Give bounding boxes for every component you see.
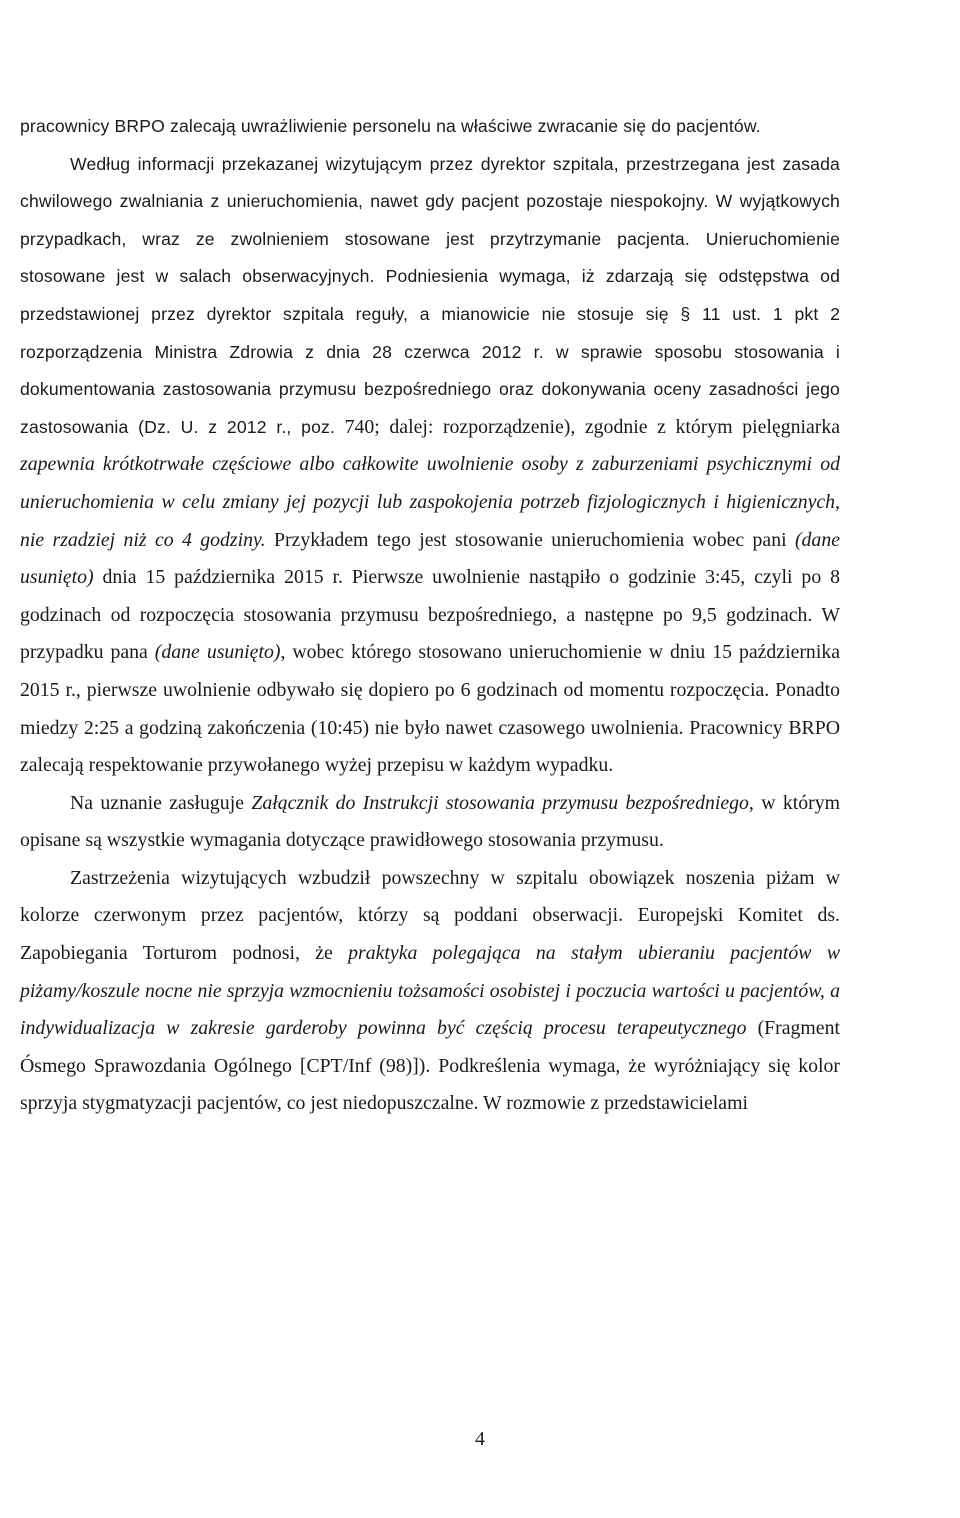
paragraph-2 [20, 146, 840, 785]
paragraph-3-text-2: , w którym opisane są wszystkie wymagania dotyczące prawidłowego stosowania przymusu. [20, 791, 840, 852]
paragraph-2-text-5: , wobec którego stosowano unieruchomienie w dniu 15 października 2015 r., pierwsze uwolnienie odbywało się dopiero po 6 godzinach od momentu rozpoczęcia. Ponadto miedzy 2:25 a godziną zakończenia (10:45) nie było nawet czasowego uwolnienia. Pracownicy BRPO zalecają respektowanie przywołanego wyżej przepisu w każdym wypadku. [20, 641, 840, 777]
paragraph-3-text-1: Na uznanie zasługuje [70, 791, 252, 814]
paragraph-2-quote: zapewnia krótkotrwałe częściowe albo całkowite uwolnienie osoby z zaburzeniami psychicznymi od unieruchomienia w celu zmiany jej pozycji lub zaspokojenia potrzeb fizjologicznych i higienicznych, nie rzadziej niż co 4 godziny. [20, 453, 840, 551]
paragraph-3 [20, 785, 840, 860]
paragraph-3-title: Załącznik do Instrukcji stosowania przymusu bezpośredniego [251, 791, 749, 814]
paragraph-1 [20, 108, 840, 146]
paragraph-4-text-1: Zastrzeżenia wizytujących wzbudził powszechny w szpitalu obowiązek noszenia piżam w kolorze czerwonym przez pacjentów, którzy są poddani obserwacji. Europejski Komitet ds. Zapobiegania Torturom podnosi, że [20, 866, 840, 965]
paragraph-2-redacted-1: (dane usunięto) [20, 528, 840, 589]
paragraph-2-text-1: Według informacji przekazanej wizytującym przez dyrektor szpitala, przestrzegana jest zasada chwilowego zwalniania z unieruchomienia, nawet gdy pacjent pozostaje niespokojny. W wyjątkowych przypadkach, wraz ze zwolnieniem stosowane jest przytrzymanie pacjenta. Unieruchomienie stosowane jest w salach obserwacyjnych. Podniesienia wymaga, iż zdarzają się odstępstwa od przedstawionej przez dyrektor szpitala reguły, a mianowicie nie stosuje się § 11 ust. 1 pkt 2 rozporządzenia Ministra Zdrowia z dnia 28 czerwca 2012 r. w sprawie sposobu stosowania i dokumentowania zastosowania przymusu bezpośredniego oraz dokonywania oceny zasadności jego zastosowania (Dz. U. z 2012 r., poz. [20, 153, 840, 437]
paragraph-4 [20, 860, 840, 1123]
document-body [20, 108, 840, 1123]
paragraph-2-text-3: Przykładem tego jest stosowanie unieruchomienia wobec pani [265, 528, 795, 551]
paragraph-4-quote: praktyka polegająca na stałym ubieraniu pacjentów w piżamy/koszule nocne nie sprzyja wzmocnieniu tożsamości osobistej i poczucia wartości u pacjentów, a indywidualizacja w zakresie garderoby powinna być częścią procesu terapeutycznego [20, 942, 841, 1040]
paragraph-2-text-4: dnia 15 października 2015 r. Pierwsze uwolnienie nastąpiło o godzinie 3:45, czyli po 8 godzinach od rozpoczęcia stosowania przymusu bezpośredniego, a następne po 9,5 godzinach. W przypadku pana [20, 566, 840, 664]
paragraph-2-redacted-2: (dane usunięto) [154, 641, 281, 664]
paragraph-4-text-2: (Fragment Ósmego Sprawozdania Ogólnego [CPT/Inf (98)]). Podkreślenia wymaga, że wyróżniający się kolor sprzyja stygmatyzacji pacjentów, co jest niedopuszczalne. W rozmowie z przedstawicielami [20, 1017, 840, 1115]
paragraph-1-text: pracownicy BRPO zalecają uwrażliwienie personelu na właściwe zwracanie się do pacjentów. [20, 116, 761, 136]
page-number: 4 [475, 1428, 485, 1450]
paragraph-2-text-2: 740; dalej: rozporządzenie), zgodnie z którym pielęgniarka [335, 415, 841, 438]
